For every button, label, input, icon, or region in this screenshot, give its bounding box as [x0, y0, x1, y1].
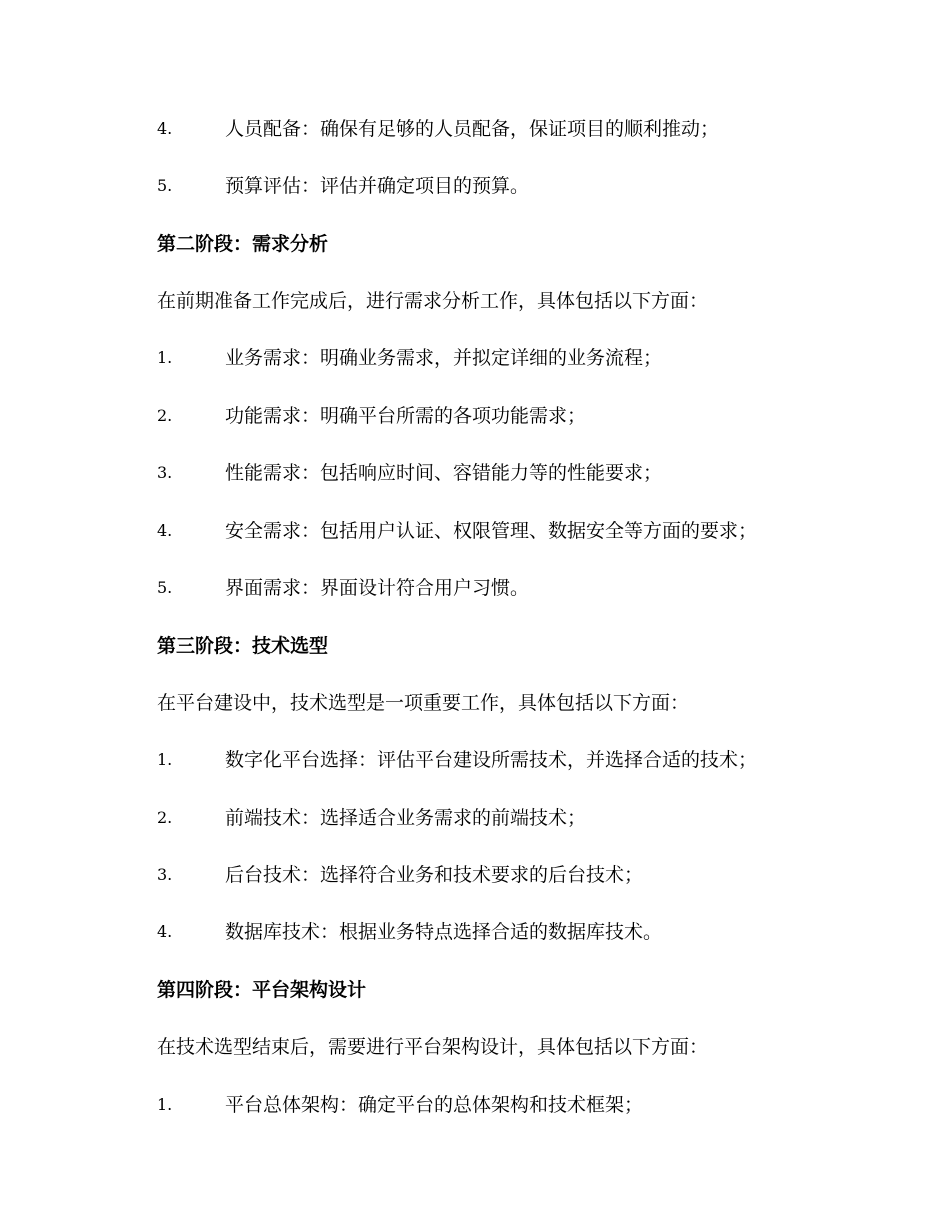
list-item — [157, 516, 910, 546]
paragraph: 在前期准备工作完成后，进行需求分析工作，具体包括以下方面： — [157, 290, 709, 312]
list-item — [157, 860, 910, 890]
list-item-text: 后台技术：选择符合业务和技术要求的后台技术； — [225, 864, 644, 886]
list-item — [157, 573, 910, 603]
list-item — [157, 803, 910, 833]
list-item-number: 4. — [157, 521, 173, 540]
section-heading: 第三阶段：技术选型 — [157, 635, 329, 657]
list-item — [157, 343, 910, 373]
list-item-text: 功能需求：明确平台所需的各项功能需求； — [225, 405, 587, 427]
list-item-number: 5. — [157, 578, 173, 597]
list-item-text: 性能需求：包括响应时间、容错能力等的性能要求； — [225, 462, 663, 484]
list-item-number: 2. — [157, 808, 173, 827]
paragraph: 在平台建设中，技术选型是一项重要工作，具体包括以下方面： — [157, 692, 690, 714]
list-item — [157, 1090, 910, 1120]
list-item-number: 3. — [157, 463, 173, 482]
list-item-text: 业务需求：明确业务需求，并拟定详细的业务流程； — [225, 347, 663, 369]
list-item — [157, 917, 910, 947]
list-item — [157, 171, 910, 201]
list-item — [157, 114, 910, 144]
paragraph: 在技术选型结束后，需要进行平台架构设计，具体包括以下方面： — [157, 1036, 709, 1058]
list-item-number: 4. — [157, 922, 173, 941]
list-item-text: 前端技术：选择适合业务需求的前端技术； — [225, 807, 587, 829]
list-item-number: 4. — [157, 119, 173, 138]
list-item-text: 平台总体架构：确定平台的总体架构和技术框架； — [225, 1094, 644, 1116]
list-item — [157, 745, 910, 775]
section-heading: 第二阶段：需求分析 — [157, 233, 329, 255]
list-item-text: 数据库技术：根据业务特点选择合适的数据库技术。 — [225, 921, 663, 943]
list-item-text: 界面需求：界面设计符合用户习惯。 — [225, 577, 530, 599]
list-item-number: 2. — [157, 406, 173, 425]
list-item-number: 1. — [157, 1095, 173, 1114]
list-item-text: 预算评估：评估并确定项目的预算。 — [225, 175, 530, 197]
list-item-number: 1. — [157, 750, 173, 769]
list-item-text: 人员配备：确保有足够的人员配备，保证项目的顺利推动； — [225, 118, 720, 140]
list-item-number: 1. — [157, 348, 173, 367]
list-item — [157, 458, 910, 488]
list-item-number: 5. — [157, 176, 173, 195]
list-item — [157, 401, 910, 431]
list-item-text: 数字化平台选择：评估平台建设所需技术，并选择合适的技术； — [225, 749, 758, 771]
list-item-text: 安全需求：包括用户认证、权限管理、数据安全等方面的要求； — [225, 520, 758, 542]
section-heading: 第四阶段：平台架构设计 — [157, 979, 367, 1001]
list-item-number: 3. — [157, 865, 173, 884]
